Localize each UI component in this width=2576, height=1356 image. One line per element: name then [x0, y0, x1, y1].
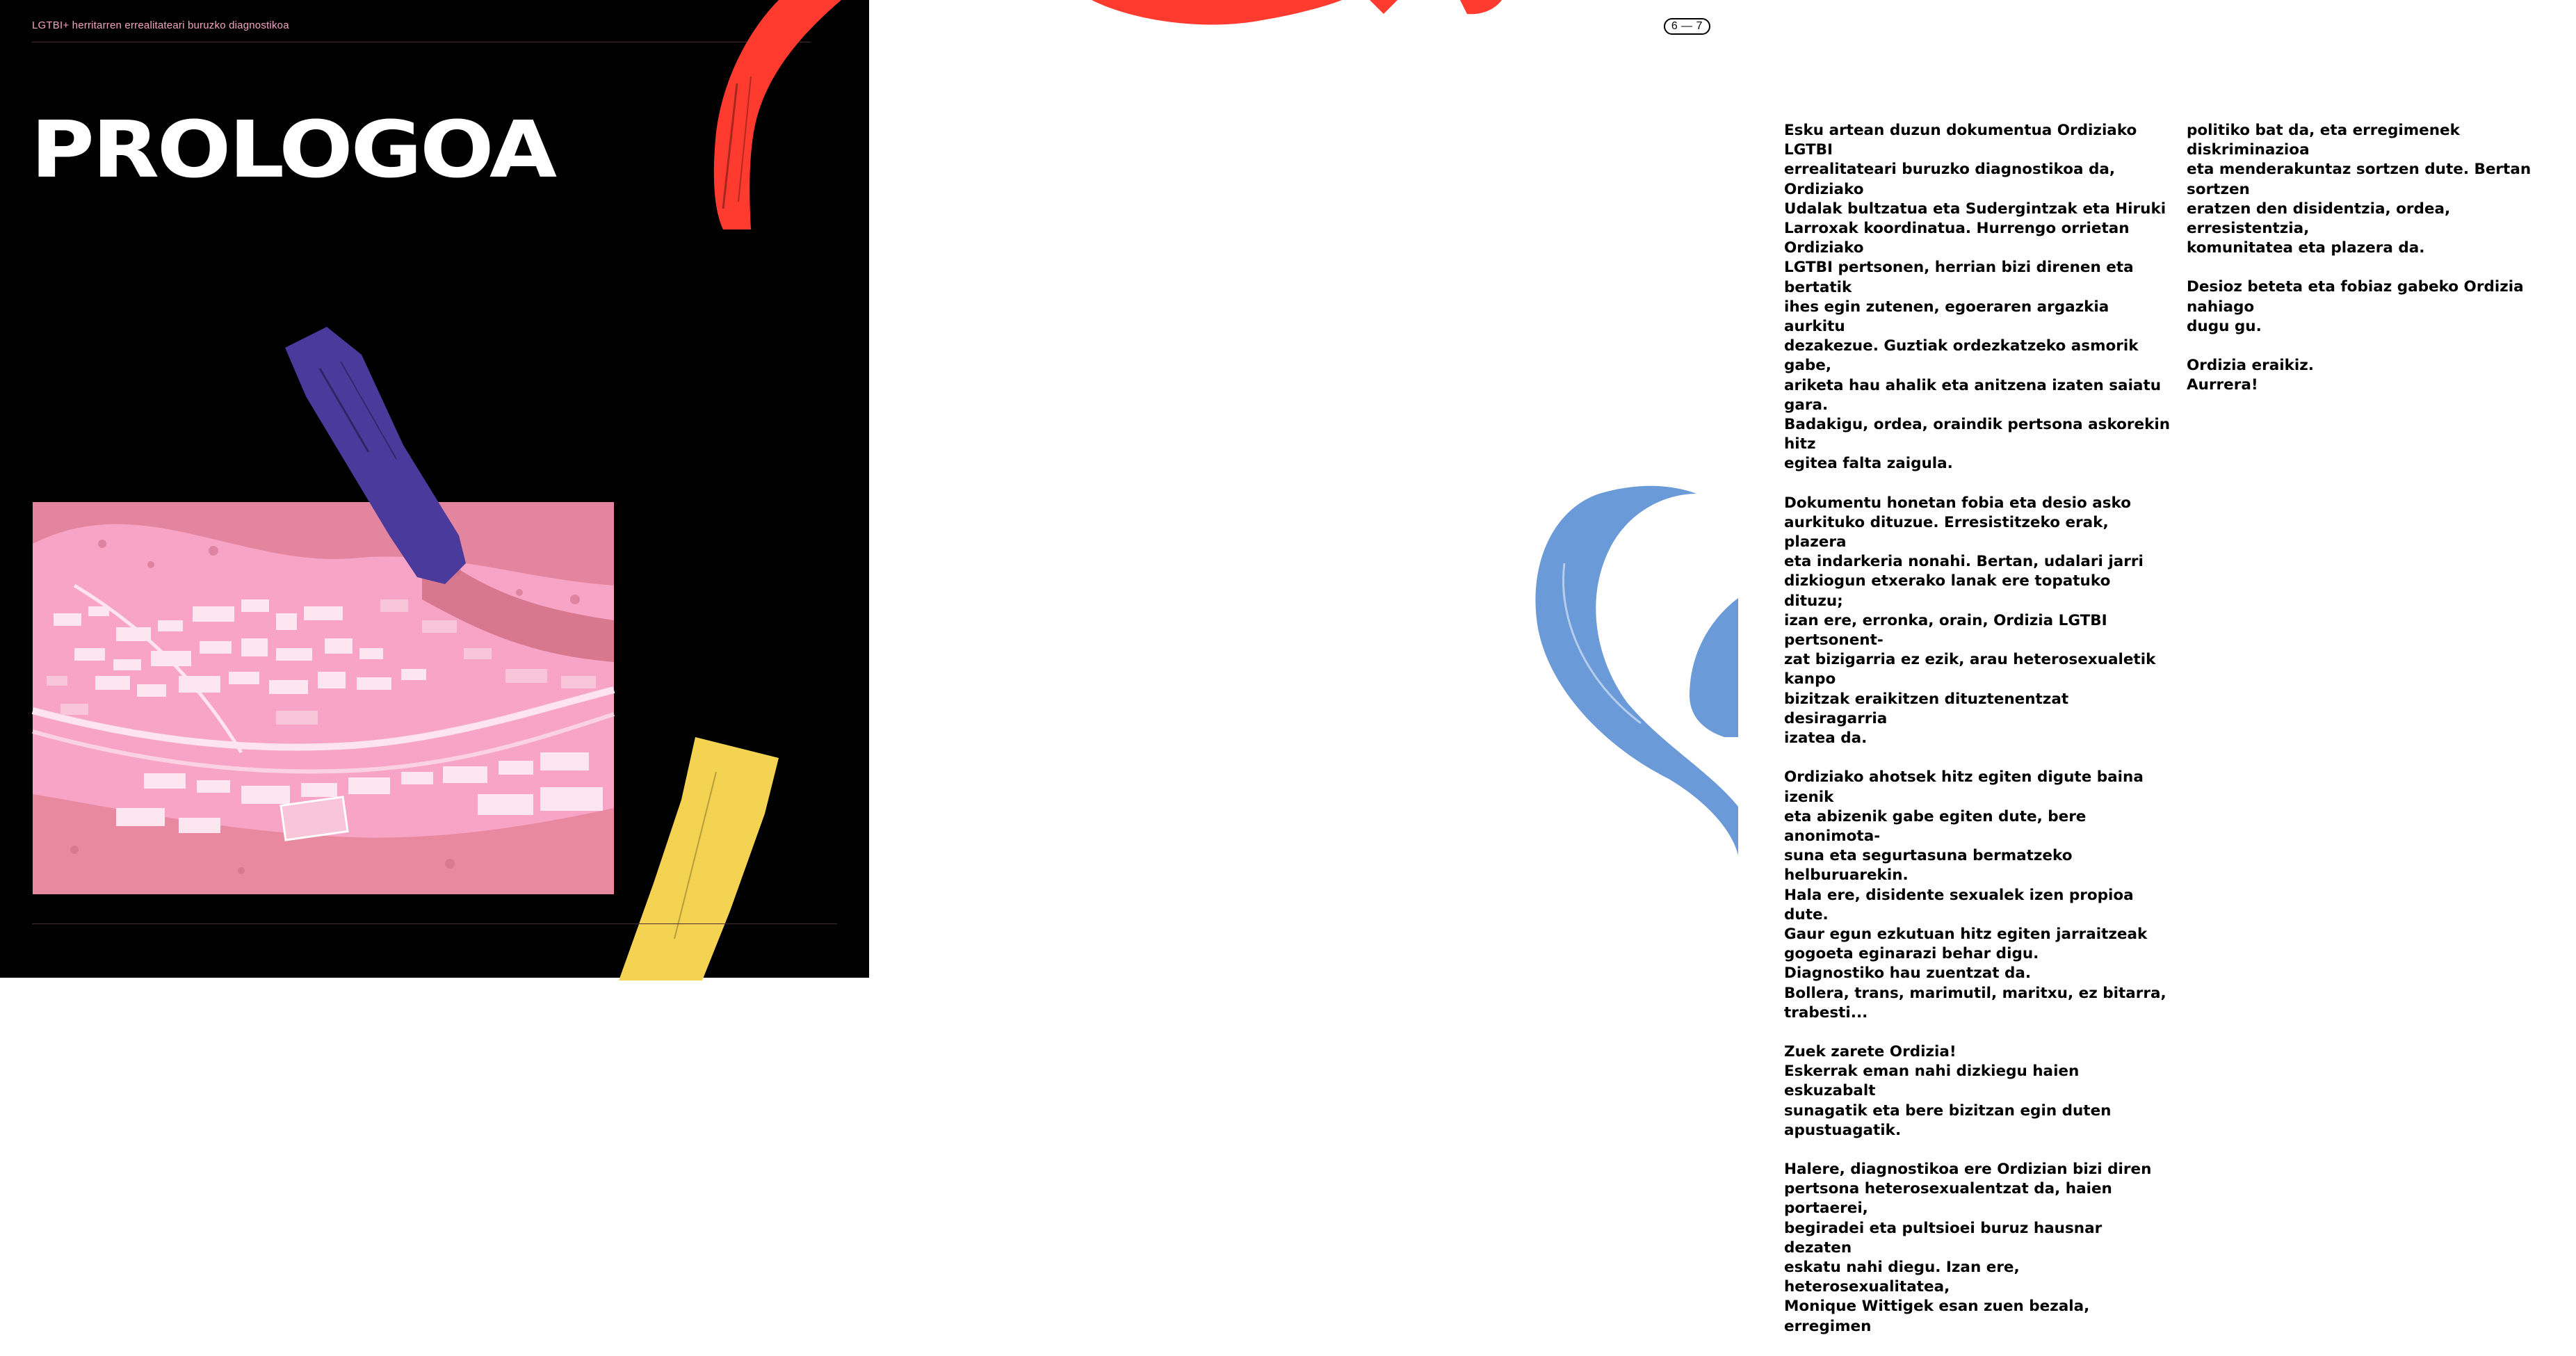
aerial-town-photo — [33, 502, 614, 894]
red-brush-stroke-top — [1092, 0, 1370, 35]
page-number-badge: 6 — 7 — [1664, 18, 1710, 35]
page-title: PROLOGOA — [31, 105, 555, 195]
paragraph: Esku artean duzun dokumentua Ordiziako LGTBI errealitateari buruzko diagnostikoa da, Ordiziako Udalak bultzatua eta Sudergintzak eta Hiruki Larroxak koordinatua. Hurrengo orrietan Ordiziako LGTBI pertsonen, herrian bizi direnen eta bertatik ihes egin zutenen, egoeraren argazkia aurkitu dezakezue. Guztiak ordezkatzeko asmorik gabe, ariketa hau ahalik eta anitzena izaten saiatu gara. Badakigu, ordea, oraindik pertsona askorekin hitz egitea falta zaigula. — [1784, 122, 2171, 473]
text-column-2 — [2187, 121, 2576, 414]
paragraph: Halere, diagnostikoa ere Ordizian bizi diren pertsona heterosexualentzat da, haien portaerei, begiradei eta pultsioei buruz hausnar dezaten eskatu nahi diegu. Izan ere, heterosexualitatea, Monique Wittigek esan zuen bezala, erregimen — [1784, 1160, 2152, 1335]
left-page — [0, 0, 869, 978]
red-brush-stroke — [695, 0, 876, 236]
paragraph: Ordiziako ahotsek hitz egiten digute baina izenik eta abizenik gabe egiten dute, bere anonimota- suna eta segurtasuna bermatzeko helburuarekin. Hala ere, disidente sexualek izen propioa dute. Gaur egun ezkutuan hitz egiten jarraitzeak gogoeta eginarazi behar digu. Diagnostiko hau zuentzat da. Bollera, trans, marimutil, maritxu, ez bitarra, trabesti... — [1784, 768, 2166, 1022]
right-page — [869, 0, 2532, 1335]
red-brush-stroke-corner — [1460, 0, 1516, 21]
paragraph: politiko bat da, eta erregimenek diskriminazioa eta menderakuntaz sortzen dute. Bertan sortzen eratzen den disidentzia, ordea, erresistentzia, komunitatea eta plazera da. — [2187, 122, 2532, 257]
paragraph: Dokumentu honetan fobia eta desio asko aurkituko dituzue. Erresistitzeko erak, plazera eta indarkeria nonahi. Bertan, udalari jarri dizkiogun etxerako lanak ere topatuko dituzu; izan ere, erronka, orain, Ordizia LGTBI pertsonent- zat bizigarria ez ezik, arau heterosexualetik kanpo bizitzak eraikitzen dituztenentzat desiragarria izatea da. — [1784, 494, 2156, 748]
aerial-town-illustration — [33, 502, 614, 894]
text-column-1 — [1784, 121, 2173, 1356]
paragraph: Ordizia eraikiz. Aurrera! — [2187, 357, 2314, 394]
bottom-rule — [32, 923, 837, 924]
paragraph: Desioz beteta eta fobiaz gabeko Ordizia nahiago dugu gu. — [2187, 278, 2524, 335]
running-head: LGTBI+ herritarren errealitateari buruzko diagnostikoa — [32, 19, 289, 31]
blue-brush-stroke — [1516, 480, 1738, 869]
yellow-brush-stroke — [612, 730, 793, 980]
paragraph: Zuek zarete Ordizia! Eskerrak eman nahi dizkiegu haien eskuzabalt sunagatik eta bere bizitzan egin duten apustuagatik. — [1784, 1042, 2112, 1139]
